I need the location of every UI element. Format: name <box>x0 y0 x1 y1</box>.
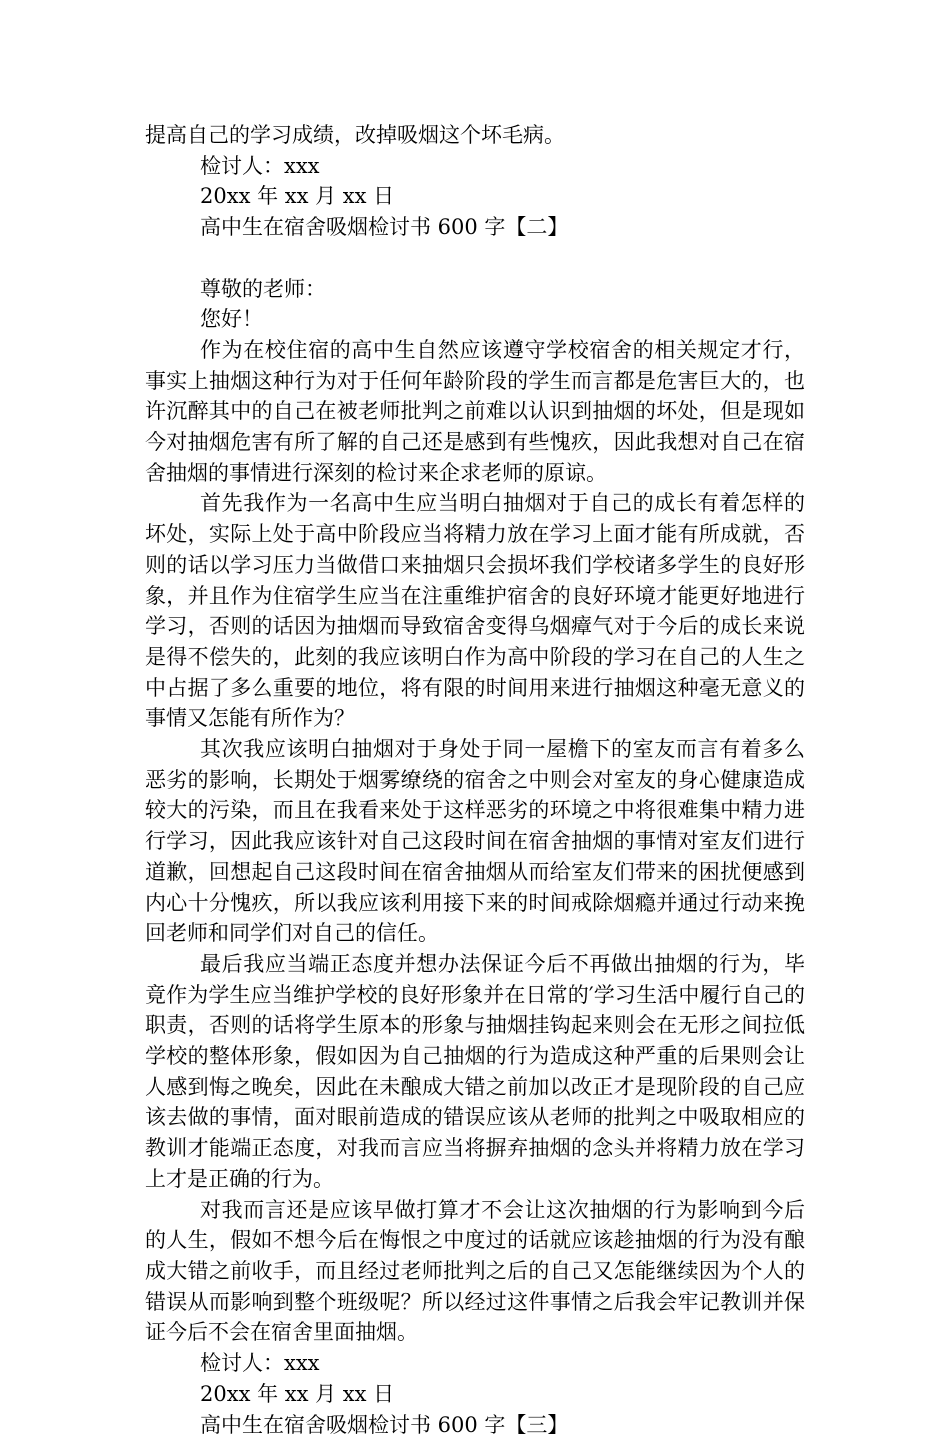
date-2: 20xx 年 xx 月 xx 日 <box>200 1381 395 1406</box>
document-page <box>145 120 805 1440</box>
signature-1: 检讨人：xxx <box>200 153 320 178</box>
section-heading-2: 高中生在宿舍吸烟检讨书 600 字【二】 <box>200 215 569 240</box>
section-heading-3: 高中生在宿舍吸烟检讨书 600 字【三】 <box>200 1412 569 1437</box>
body-paragraph-1: 作为在校住宿的高中生自然应该遵守学校宿舍的相关规定才行，事实上抽烟这种行为对于任何年龄阶段的学生而言都是危害巨大的，也许沉醉其中的自己在被老师批判之前难以认识到抽烟的坏处，但是现如今对抽烟危害有所了解的自己还是感到有些愧疚，因此我想对自己在宿舍抽烟的事情进行深刻的检讨来企求老师的原谅。 <box>145 337 805 485</box>
blank-line <box>145 243 805 274</box>
intro-tail-text: 提高自己的学习成绩，改掉吸烟这个坏毛病。 <box>145 123 565 147</box>
signature-2: 检讨人：xxx <box>200 1351 320 1376</box>
body-paragraph-2: 首先我作为一名高中生应当明白抽烟对于自己的成长有着怎样的坏处，实际上处于高中阶段应当将精力放在学习上面才能有所成就，否则的话以学习压力当做借口来抽烟只会损坏我们学校诸多学生的良好形象，并且作为住宿学生应当在注重维护宿舍的良好环境才能更好地进行学习，否则的话因为抽烟而导致宿舍变得乌烟瘴气对于今后的成长来说是得不偿失的，此刻的我应该明白作为高中阶段的学习在自己的人生之中占据了多么重要的地位，将有限的时间用来进行抽烟这种毫无意义的事情又怎能有所作为？ <box>145 491 805 731</box>
salutation: 尊敬的老师： <box>200 276 326 301</box>
greeting: 您好！ <box>200 307 263 332</box>
body-paragraph-4: 最后我应当端正态度并想办法保证今后不再做出抽烟的行为，毕竟作为学生应当维护学校的良好形象并在日常的′学习生活中履行自己的职责，否则的话将学生原本的形象与抽烟挂钩起来则会在无形之间拉低学校的整体形象，假如因为自己抽烟的行为造成这种严重的后果则会让人感到悔之晚矣，因此在未酿成大错之前加以改正才是现阶段的自己应该去做的事情，面对眼前造成的错误应该从老师的批判之中吸取相应的教训才能端正态度，对我而言应当将摒弃抽烟的念头并将精力放在学习上才是正确的行为。 <box>145 951 805 1191</box>
body-paragraph-5: 对我而言还是应该早做打算才不会让这次抽烟的行为影响到今后的人生，假如不想今后在悔恨之中度过的话就应该趁抽烟的行为没有酿成大错之前收手，而且经过老师批判之后的自己又怎能继续因为个人的错误从而影响到整个班级呢？所以经过这件事情之后我会牢记教训并保证今后不会在宿舍里面抽烟。 <box>145 1197 805 1345</box>
date-1: 20xx 年 xx 月 xx 日 <box>200 184 395 209</box>
body-paragraph-3: 其次我应该明白抽烟对于身处于同一屋檐下的室友而言有着多么恶劣的影响，长期处于烟雾缭绕的宿舍之中则会对室友的身心健康造成较大的污染，而且在我看来处于这样恶劣的环境之中将很难集中精力进行学习，因此我应该针对自己这段时间在宿舍抽烟的事情对室友们进行道歉，回想起自己这段时间在宿舍抽烟从而给室友们带来的困扰便感到内心十分愧疚，所以我应该利用接下来的时间戒除烟瘾并通过行动来挽回老师和同学们对自己的信任。 <box>145 737 805 946</box>
